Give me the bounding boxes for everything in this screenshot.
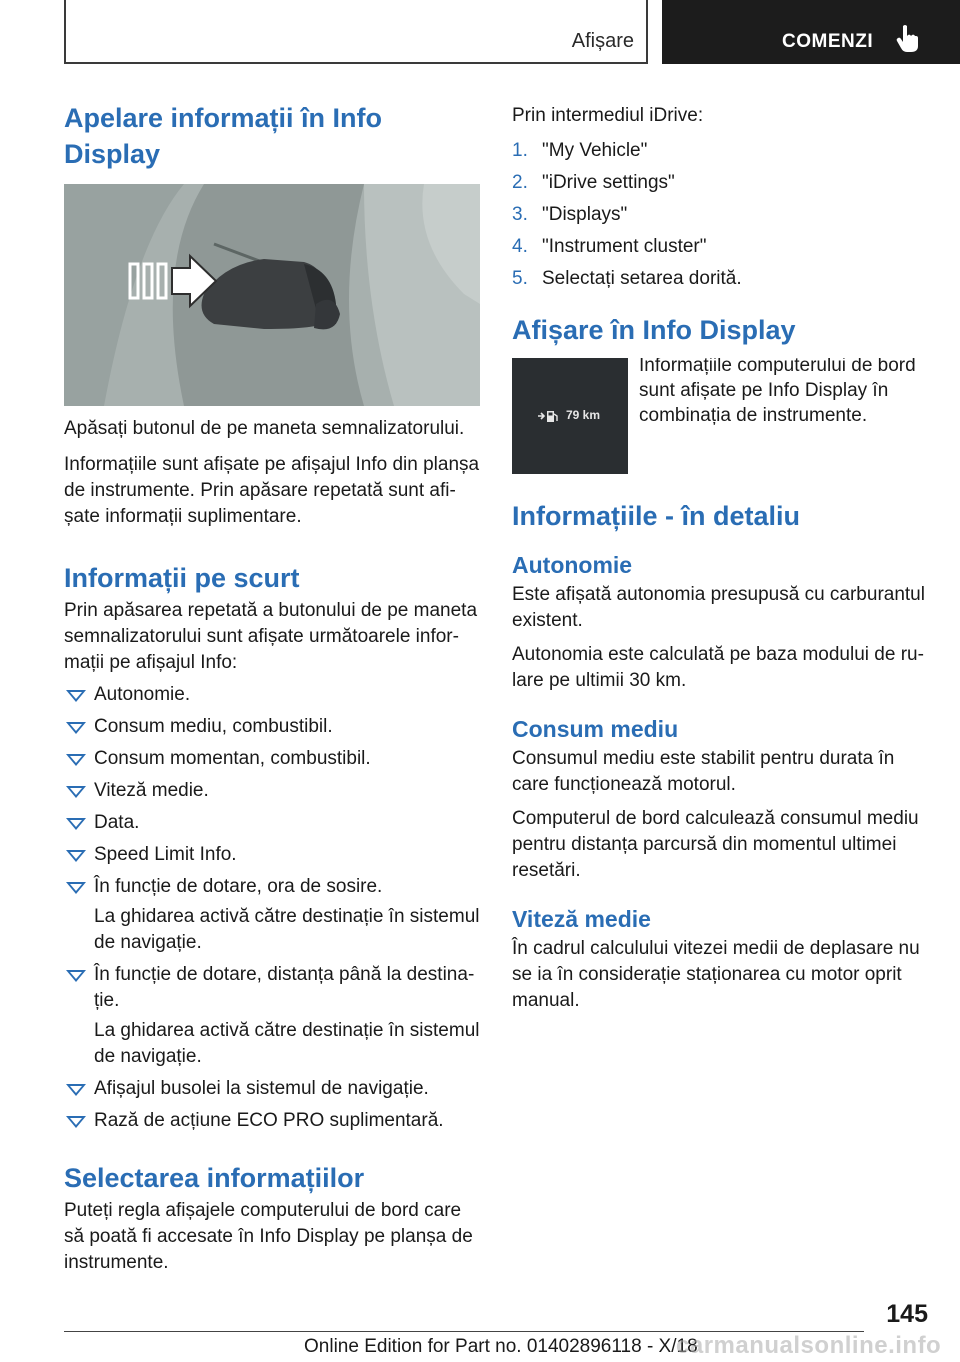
list-item: 1. "My Vehicle" [512,140,648,161]
paragraph-press-button: Apăsați butonul de pe maneta semnalizatorului. [64,418,465,439]
subheading-avg-consumption: Consum mediu [512,716,679,742]
left-column [64,100,480,1276]
list-item: 3. "Displays" [512,204,628,225]
subheading-range: Autonomie [512,552,633,578]
triangle-bullet-icon [66,754,86,766]
triangle-bullet-icon [66,882,86,894]
paragraph-range-shown: Este afișată autonomia presupusă cu carburantul existent. [512,584,925,631]
triangle-bullet-icon [66,786,86,798]
header-section-box [64,0,648,64]
paragraph-adjust-displays: Puteți regla afișajele computerului de bord care să poată fi accesate în Info Display pe planșa de instrumente. [64,1200,473,1273]
triangle-bullet-icon [66,722,86,734]
list-item: Consum momentan, combustibil. [64,746,480,772]
list-item-note: La ghidarea activă către destinație în sistemul de navigație. [94,1020,480,1067]
lever-illustration [64,184,480,406]
idrive-steps-list [512,138,928,292]
fuel-pump-icon [538,409,560,423]
list-item: Autonomie. [64,682,480,708]
list-item: În funcție de dotare, distanța până la destinație. [64,962,480,1014]
paragraph-consumption-reset: Computerul de bord calculează consumul mediu pentru distanța parcursă din momentul ultimei resetări. [512,808,919,881]
footer-edition: Online Edition for Part no. 01402896118 - X/18 [304,1336,698,1357]
display-range-value: 79 km [566,408,601,422]
triangle-bullet-icon [66,818,86,830]
section-heading-info-summary: Informații pe scurt [64,563,300,593]
list-item: Speed Limit Info. [64,842,480,868]
watermark: carmanualsonline.info [676,1332,942,1359]
triangle-bullet-icon [66,1116,86,1128]
section-heading-call-info: Apelare informații în Info Display [64,103,383,169]
header-chapter-tab [662,0,960,64]
section-heading-details: Informațiile - în detaliu [512,501,801,531]
paragraph-consumption-duration: Consumul mediu este stabilit pentru durata în care funcționează motorul. [512,748,895,795]
list-item: 5. Selectați setarea dorită. [512,268,742,289]
paragraph-range-calculated: Autonomia este calculată pe baza modului de rulare pe ultimii 30 km. [512,644,924,691]
list-item: Viteză medie. [64,778,480,804]
section-heading-select-info: Selectarea informațiilor [64,1163,365,1193]
list-item: 4. "Instrument cluster" [512,236,707,257]
triangle-bullet-icon [66,690,86,702]
paragraph-speed-calculation: În cadrul calculului vitezei medii de deplasare nu se ia în considerație staționarea cu motor oprit manual. [512,938,920,1011]
list-item: Afișajul busolei la sistemul de navigație. [64,1076,480,1102]
paragraph-via-idrive: Prin intermediul iDrive: [512,105,704,126]
triangle-bullet-icon [66,850,86,862]
triangle-bullet-icon [66,970,86,982]
section-heading-info-display: Afișare în Info Display [512,315,796,345]
info-bullet-list [64,682,480,1134]
paragraph-repeated-press: Prin apăsarea repetată a butonului de pe maneta semnalizatorului sunt afișate următoarele informații pe afișajul Info: [64,600,478,673]
list-item: Data. [64,810,480,836]
triangle-bullet-icon [66,1084,86,1096]
turn-signal-lever-photo [64,184,480,406]
header-section-title: Afișare [571,30,634,52]
info-display-screen [512,358,628,474]
display-figure [512,358,928,474]
page-number: 145 [886,1300,928,1328]
subheading-avg-speed: Viteză medie [512,906,651,932]
list-item: Consum mediu, combustibil. [64,714,480,740]
list-item: 2. "iDrive settings" [512,172,675,193]
right-column [512,100,928,1014]
list-item: În funcție de dotare, ora de sosire. [64,874,480,900]
paragraph-info-displayed: Informațiile sunt afișate pe afișajul Info din planșa de instrumente. Prin apăsare repetată sunt afișate informații suplimentare. [64,454,480,527]
header-chapter-title: COMENZI [782,31,874,52]
pointing-hand-icon [894,24,922,54]
list-item-note: La ghidarea activă către destinație în sistemul de navigație. [94,906,480,953]
list-item: Rază de acțiune ECO PRO suplimentară. [64,1108,480,1134]
paragraph-display-caption: Informațiile computerului de bord sunt afișate pe Info Display în combinația de instrumente. [639,358,916,426]
